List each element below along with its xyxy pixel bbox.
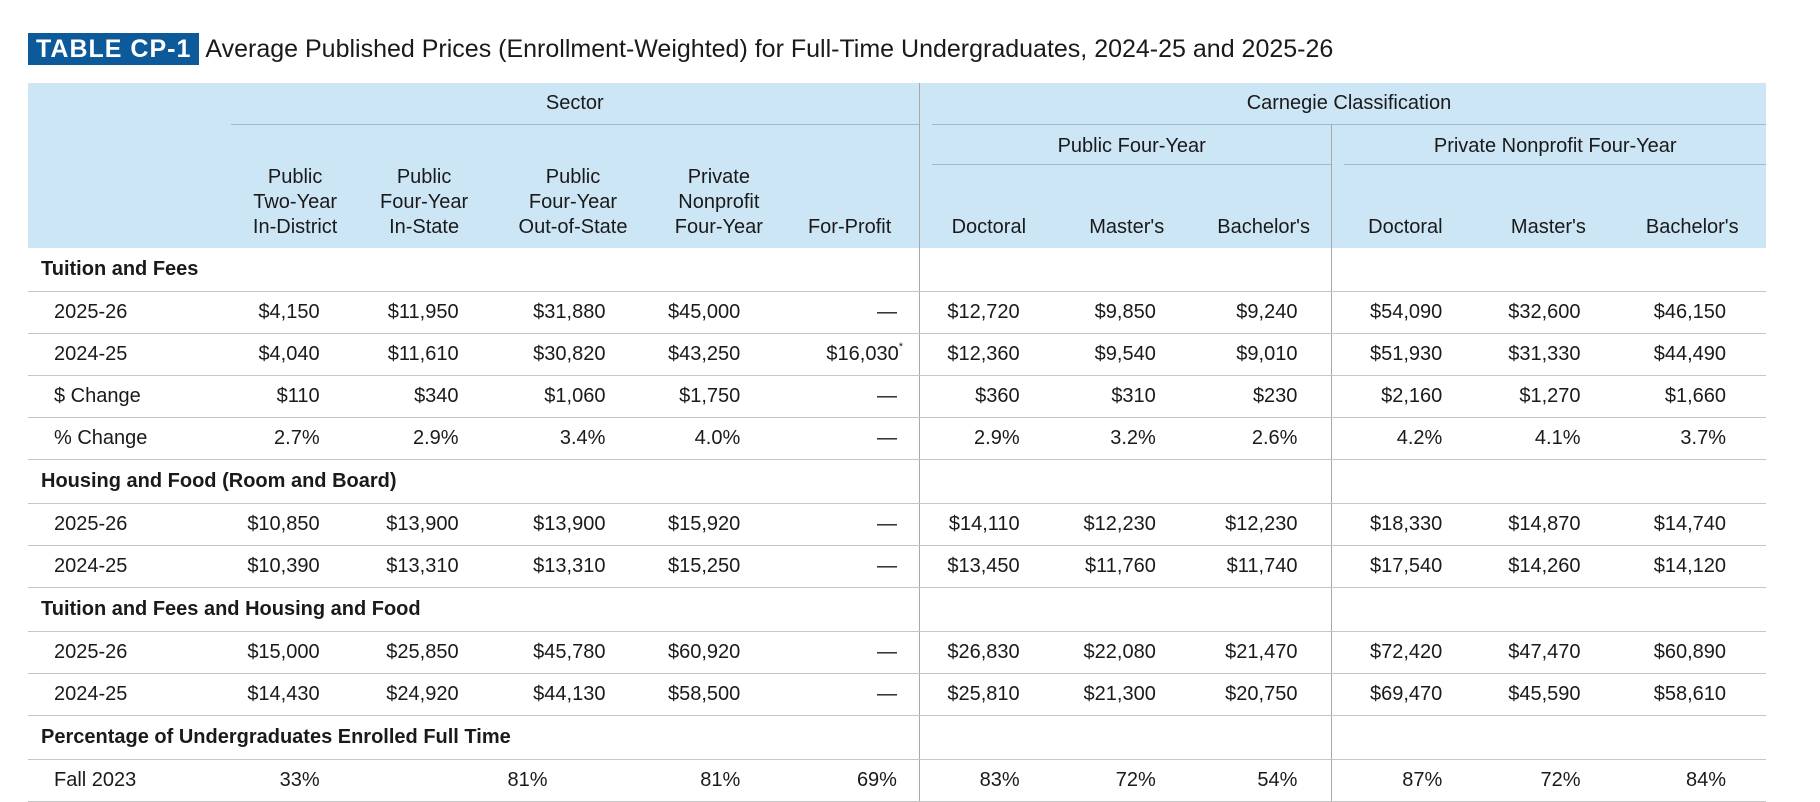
section-row bbox=[28, 460, 1766, 504]
table-cell: 72% bbox=[1058, 760, 1196, 802]
table-cell: $1,060 bbox=[489, 376, 658, 418]
table-row bbox=[28, 546, 1766, 588]
table-cell: $2,160 bbox=[1332, 376, 1478, 418]
table-cell: $9,850 bbox=[1058, 292, 1196, 334]
col-header-private-bachelors: Bachelor's bbox=[1619, 165, 1766, 248]
table-cell: $11,760 bbox=[1058, 546, 1196, 588]
private-nonprofit-header: Private Nonprofit Four-Year bbox=[1344, 126, 1766, 165]
table-cell: $18,330 bbox=[1332, 504, 1478, 546]
footnote-marker: * bbox=[898, 341, 903, 353]
table-cell: $11,950 bbox=[360, 292, 489, 334]
table-cell: — bbox=[780, 376, 919, 418]
table-cell: $47,470 bbox=[1478, 632, 1618, 674]
section-row bbox=[28, 588, 1766, 632]
table-cell: $12,230 bbox=[1196, 504, 1332, 546]
table-cell: 72% bbox=[1478, 760, 1618, 802]
col-header-public-four-year-out-of-state: Public Four-Year Out-of-State bbox=[489, 165, 658, 248]
table-cell: $11,610 bbox=[360, 334, 489, 376]
col-header-private-nonprofit: Private Nonprofit Four-Year bbox=[657, 165, 780, 248]
table-cell: $360 bbox=[919, 376, 1057, 418]
table-cell: 3.7% bbox=[1619, 418, 1766, 460]
table-cell: $22,080 bbox=[1058, 632, 1196, 674]
table-cell: $31,880 bbox=[489, 292, 658, 334]
table-cell: $14,110 bbox=[919, 504, 1057, 546]
table-cell: $43,250 bbox=[657, 334, 780, 376]
table-cell: $54,090 bbox=[1332, 292, 1478, 334]
table-cell: 54% bbox=[1196, 760, 1332, 802]
table-cell: 3.4% bbox=[489, 418, 658, 460]
table-header bbox=[28, 83, 1766, 248]
table-cell: 69% bbox=[780, 760, 919, 802]
table-cell: $340 bbox=[360, 376, 489, 418]
table-cell: $45,780 bbox=[489, 632, 658, 674]
table-cell: 2.6% bbox=[1196, 418, 1332, 460]
table-cell: $9,540 bbox=[1058, 334, 1196, 376]
table-cell: $12,360 bbox=[919, 334, 1057, 376]
table-row bbox=[28, 418, 1766, 460]
table-cell: $15,000 bbox=[231, 632, 360, 674]
table-row bbox=[28, 632, 1766, 674]
for-profit-value: $16,030 bbox=[826, 343, 899, 365]
row-label: 2025-26 bbox=[28, 292, 231, 334]
table-cell: $26,830 bbox=[919, 632, 1057, 674]
section-title: Percentage of Undergraduates Enrolled Full Time bbox=[28, 716, 919, 760]
public-four-year-header: Public Four-Year bbox=[932, 126, 1331, 165]
table-title-text: Average Published Prices (Enrollment-Weighted) for Full-Time Undergraduates, 2024-25 and 2025-26 bbox=[205, 34, 1334, 63]
table-cell-for-profit bbox=[780, 334, 919, 376]
row-label: Fall 2023 bbox=[28, 760, 231, 802]
table-cell: $20,750 bbox=[1196, 674, 1332, 716]
table-cell: $14,430 bbox=[231, 674, 360, 716]
col-header-private-doctoral: Doctoral bbox=[1332, 165, 1478, 248]
table-cell: — bbox=[780, 418, 919, 460]
table-cell: $21,300 bbox=[1058, 674, 1196, 716]
table-cell: 2.9% bbox=[360, 418, 489, 460]
row-label: 2024-25 bbox=[28, 334, 231, 376]
col-header-public-doctoral: Doctoral bbox=[919, 165, 1057, 248]
table-cell: $44,130 bbox=[489, 674, 658, 716]
table-cell: 2.7% bbox=[231, 418, 360, 460]
section-row bbox=[28, 248, 1766, 292]
table-cell: 3.2% bbox=[1058, 418, 1196, 460]
table-cell: — bbox=[780, 504, 919, 546]
table-cell: $45,000 bbox=[657, 292, 780, 334]
row-label: % Change bbox=[28, 418, 231, 460]
table-cell: — bbox=[780, 292, 919, 334]
table-cell: $11,740 bbox=[1196, 546, 1332, 588]
table-cell: $60,890 bbox=[1619, 632, 1766, 674]
table-cell: $13,310 bbox=[489, 546, 658, 588]
table-cell: $32,600 bbox=[1478, 292, 1618, 334]
section-row bbox=[28, 716, 1766, 760]
table-row bbox=[28, 760, 1766, 802]
col-header-private-masters: Master's bbox=[1478, 165, 1618, 248]
table-cell: $14,260 bbox=[1478, 546, 1618, 588]
table-row bbox=[28, 376, 1766, 418]
table-cell: $13,450 bbox=[919, 546, 1057, 588]
table-cell: — bbox=[780, 546, 919, 588]
section-title: Housing and Food (Room and Board) bbox=[28, 460, 919, 504]
table-cell: 81% bbox=[657, 760, 780, 802]
table-cell: $69,470 bbox=[1332, 674, 1478, 716]
table-cell: $58,610 bbox=[1619, 674, 1766, 716]
table-cell: $25,850 bbox=[360, 632, 489, 674]
table-cell: $51,930 bbox=[1332, 334, 1478, 376]
table-cell: 87% bbox=[1332, 760, 1478, 802]
section-title: Tuition and Fees and Housing and Food bbox=[28, 588, 919, 632]
table-cell: 4.1% bbox=[1478, 418, 1618, 460]
table-row bbox=[28, 674, 1766, 716]
col-header-public-two-year: Public Two-Year In-District bbox=[231, 165, 360, 248]
table-cell: 4.0% bbox=[657, 418, 780, 460]
table-cell: $21,470 bbox=[1196, 632, 1332, 674]
table-cell: $14,120 bbox=[1619, 546, 1766, 588]
prices-table bbox=[28, 83, 1766, 802]
table-row bbox=[28, 334, 1766, 376]
table-cell: $1,660 bbox=[1619, 376, 1766, 418]
section-title: Tuition and Fees bbox=[28, 248, 919, 292]
table-row bbox=[28, 504, 1766, 546]
table-cell: $17,540 bbox=[1332, 546, 1478, 588]
table-cell: $14,870 bbox=[1478, 504, 1618, 546]
table-cell: $44,490 bbox=[1619, 334, 1766, 376]
sector-header: Sector bbox=[231, 83, 919, 125]
table-cell: 83% bbox=[919, 760, 1057, 802]
carnegie-header: Carnegie Classification bbox=[932, 83, 1766, 125]
table-cell: 84% bbox=[1619, 760, 1766, 802]
table-cell: $13,900 bbox=[489, 504, 658, 546]
table-cell: $110 bbox=[231, 376, 360, 418]
table-cell: $310 bbox=[1058, 376, 1196, 418]
table-cell: $1,270 bbox=[1478, 376, 1618, 418]
table-cell: $30,820 bbox=[489, 334, 658, 376]
table-cell: $25,810 bbox=[919, 674, 1057, 716]
table-cell: 2.9% bbox=[919, 418, 1057, 460]
col-header-public-bachelors: Bachelor's bbox=[1196, 165, 1332, 248]
row-label: 2025-26 bbox=[28, 504, 231, 546]
table-cell: — bbox=[780, 632, 919, 674]
table-badge: TABLE CP-1 bbox=[28, 33, 199, 65]
table-cell: $1,750 bbox=[657, 376, 780, 418]
table-cell: — bbox=[780, 674, 919, 716]
table-cell: $58,500 bbox=[657, 674, 780, 716]
table-cell: $12,720 bbox=[919, 292, 1057, 334]
table-cell: $24,920 bbox=[360, 674, 489, 716]
table-cell: $60,920 bbox=[657, 632, 780, 674]
table-cell: $15,250 bbox=[657, 546, 780, 588]
table-body bbox=[28, 248, 1766, 802]
table-cell-merged: 81% bbox=[360, 760, 658, 802]
table-cell: 33% bbox=[231, 760, 360, 802]
col-header-public-four-year-in-state: Public Four-Year In-State bbox=[360, 165, 489, 248]
table-cell: $72,420 bbox=[1332, 632, 1478, 674]
table-cell: $13,310 bbox=[360, 546, 489, 588]
table-cell: $4,150 bbox=[231, 292, 360, 334]
row-label: 2024-25 bbox=[28, 546, 231, 588]
table-cell: $10,390 bbox=[231, 546, 360, 588]
table-cell: $12,230 bbox=[1058, 504, 1196, 546]
table-cell: $10,850 bbox=[231, 504, 360, 546]
table-cell: $45,590 bbox=[1478, 674, 1618, 716]
table-cell: $230 bbox=[1196, 376, 1332, 418]
table-cell: $46,150 bbox=[1619, 292, 1766, 334]
table-title bbox=[28, 33, 1333, 65]
row-label: 2025-26 bbox=[28, 632, 231, 674]
col-header-for-profit: For-Profit bbox=[780, 165, 919, 248]
table-cell: 4.2% bbox=[1332, 418, 1478, 460]
table-cell: $4,040 bbox=[231, 334, 360, 376]
table-cell: $15,920 bbox=[657, 504, 780, 546]
table-cell: $31,330 bbox=[1478, 334, 1618, 376]
row-label: 2024-25 bbox=[28, 674, 231, 716]
table-cell: $14,740 bbox=[1619, 504, 1766, 546]
table-cell: $9,240 bbox=[1196, 292, 1332, 334]
col-header-public-masters: Master's bbox=[1058, 165, 1196, 248]
table-cell: $9,010 bbox=[1196, 334, 1332, 376]
row-label: $ Change bbox=[28, 376, 231, 418]
table-cell: $13,900 bbox=[360, 504, 489, 546]
table-row bbox=[28, 292, 1766, 334]
